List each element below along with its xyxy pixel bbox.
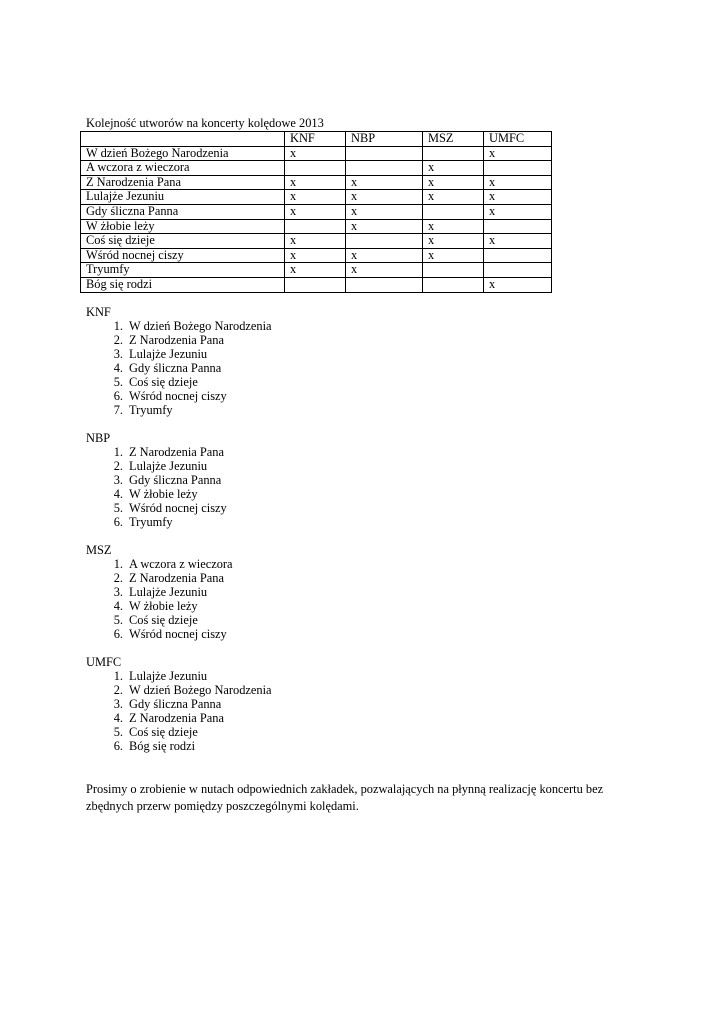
list-item <box>86 627 646 641</box>
song-title-cell: W żłobie leży <box>81 219 285 234</box>
item-title: W żłobie leży <box>129 599 198 613</box>
table-row <box>81 248 552 263</box>
item-title: Z Narodzenia Pana <box>129 333 224 347</box>
table-row <box>81 190 552 205</box>
mark-cell: x <box>285 263 346 278</box>
item-title: Gdy śliczna Panna <box>129 361 222 375</box>
concert-group <box>86 655 646 753</box>
item-number: 1. <box>113 669 123 683</box>
item-title: Wśród nocnej ciszy <box>129 389 227 403</box>
item-number: 5. <box>113 375 123 389</box>
song-title-cell: Gdy śliczna Panna <box>81 204 285 219</box>
mark-cell: x <box>484 146 552 161</box>
item-title: W dzień Bożego Narodzenia <box>129 319 272 333</box>
list-item <box>86 571 646 585</box>
list-item <box>86 375 646 389</box>
song-title-cell: Lulajże Jezuniu <box>81 190 285 205</box>
list-item <box>86 557 646 571</box>
table-header-cell: MSZ <box>423 132 484 147</box>
item-title: W dzień Bożego Narodzenia <box>129 683 272 697</box>
list-item <box>86 683 646 697</box>
item-title: Z Narodzenia Pana <box>129 445 224 459</box>
item-title: Tryumfy <box>129 515 173 529</box>
table-header-cell: KNF <box>285 132 346 147</box>
song-list <box>86 319 646 417</box>
mark-cell: x <box>346 175 423 190</box>
item-title: Lulajże Jezuniu <box>129 459 208 473</box>
song-title-cell: Z Narodzenia Pana <box>81 175 285 190</box>
song-title-cell: A wczora z wieczora <box>81 161 285 176</box>
table-row <box>81 175 552 190</box>
list-item <box>86 599 646 613</box>
mark-cell: x <box>285 146 346 161</box>
mark-cell: x <box>346 219 423 234</box>
mark-cell: x <box>285 175 346 190</box>
table-row <box>81 277 552 292</box>
mark-cell: x <box>346 190 423 205</box>
item-number: 5. <box>113 501 123 515</box>
concert-song-table <box>80 131 552 293</box>
table-header-cell: UMFC <box>484 132 552 147</box>
table-row <box>81 204 552 219</box>
concert-group <box>86 431 646 529</box>
item-title: Z Narodzenia Pana <box>129 711 224 725</box>
table-row <box>81 219 552 234</box>
table-header-corner <box>81 132 285 147</box>
list-item <box>86 515 646 529</box>
item-title: Coś się dzieje <box>129 375 198 389</box>
mark-cell <box>484 161 552 176</box>
table-row <box>81 161 552 176</box>
song-title-cell: Coś się dzieje <box>81 234 285 249</box>
mark-cell: x <box>285 248 346 263</box>
item-title: Lulajże Jezuniu <box>129 669 208 683</box>
song-title-cell: Tryumfy <box>81 263 285 278</box>
list-item <box>86 389 646 403</box>
mark-cell: x <box>285 190 346 205</box>
table-header-cell: NBP <box>346 132 423 147</box>
song-title-cell: W dzień Bożego Narodzenia <box>81 146 285 161</box>
item-title: Wśród nocnej ciszy <box>129 627 227 641</box>
item-number: 1. <box>113 319 123 333</box>
song-list <box>86 445 646 529</box>
list-item <box>86 445 646 459</box>
list-item <box>86 613 646 627</box>
item-number: 4. <box>113 487 123 501</box>
item-number: 2. <box>113 683 123 697</box>
item-title: Wśród nocnej ciszy <box>129 501 227 515</box>
mark-cell <box>346 234 423 249</box>
mark-cell <box>423 263 484 278</box>
item-number: 6. <box>113 389 123 403</box>
item-title: Gdy śliczna Panna <box>129 697 222 711</box>
mark-cell <box>423 277 484 292</box>
mark-cell <box>484 219 552 234</box>
item-number: 6. <box>113 627 123 641</box>
mark-cell: x <box>423 161 484 176</box>
item-number: 6. <box>113 515 123 529</box>
list-item <box>86 669 646 683</box>
table-row <box>81 263 552 278</box>
item-number: 4. <box>113 361 123 375</box>
mark-cell <box>423 146 484 161</box>
item-number: 3. <box>113 347 123 361</box>
mark-cell: x <box>423 219 484 234</box>
list-item <box>86 725 646 739</box>
mark-cell <box>346 146 423 161</box>
mark-cell: x <box>285 204 346 219</box>
mark-cell: x <box>484 175 552 190</box>
mark-cell <box>484 263 552 278</box>
list-item <box>86 739 646 753</box>
item-number: 7. <box>113 403 123 417</box>
item-number: 3. <box>113 473 123 487</box>
item-number: 1. <box>113 557 123 571</box>
item-number: 2. <box>113 333 123 347</box>
mark-cell: x <box>423 248 484 263</box>
mark-cell: x <box>423 190 484 205</box>
mark-cell: x <box>423 175 484 190</box>
group-title: KNF <box>86 305 111 319</box>
mark-cell: x <box>484 190 552 205</box>
concert-group <box>86 305 646 417</box>
concert-group <box>86 543 646 641</box>
item-number: 4. <box>113 711 123 725</box>
mark-cell: x <box>484 277 552 292</box>
item-title: Coś się dzieje <box>129 613 198 627</box>
mark-cell <box>285 277 346 292</box>
list-item <box>86 403 646 417</box>
list-item <box>86 347 646 361</box>
item-title: Tryumfy <box>129 403 173 417</box>
mark-cell <box>285 219 346 234</box>
item-title: Gdy śliczna Panna <box>129 473 222 487</box>
list-item <box>86 711 646 725</box>
song-list <box>86 557 646 641</box>
group-title: UMFC <box>86 655 122 669</box>
item-title: Lulajże Jezuniu <box>129 585 208 599</box>
item-number: 3. <box>113 585 123 599</box>
item-number: 2. <box>113 571 123 585</box>
list-item <box>86 459 646 473</box>
list-item <box>86 501 646 515</box>
song-title-cell: Bóg się rodzi <box>81 277 285 292</box>
mark-cell <box>346 277 423 292</box>
item-number: 1. <box>113 445 123 459</box>
item-title: Z Narodzenia Pana <box>129 571 224 585</box>
mark-cell: x <box>423 234 484 249</box>
list-item <box>86 319 646 333</box>
group-title: NBP <box>86 431 111 445</box>
item-title: Bóg się rodzi <box>129 739 196 753</box>
list-item <box>86 333 646 347</box>
item-title: Coś się dzieje <box>129 725 198 739</box>
list-item <box>86 585 646 599</box>
mark-cell <box>285 161 346 176</box>
item-title: A wczora z wieczora <box>129 557 233 571</box>
mark-cell: x <box>484 204 552 219</box>
concert-lists <box>86 305 646 767</box>
mark-cell: x <box>346 263 423 278</box>
table-row <box>81 234 552 249</box>
mark-cell <box>484 248 552 263</box>
song-title-cell: Wśród nocnej ciszy <box>81 248 285 263</box>
item-title: W żłobie leży <box>129 487 198 501</box>
list-item <box>86 473 646 487</box>
group-title: MSZ <box>86 543 112 557</box>
table-header-row <box>81 132 552 147</box>
footer-note: Prosimy o zrobienie w nutach odpowiednich zakładek, pozwalających na płynną realizację koncertu bez zbędnych przerw pomiędzy poszczególnymi kolędami. <box>86 782 604 813</box>
mark-cell <box>346 161 423 176</box>
mark-cell: x <box>346 204 423 219</box>
item-number: 6. <box>113 739 123 753</box>
document-title: Kolejność utworów na koncerty kolędowe 2013 <box>86 116 324 130</box>
item-title: Lulajże Jezuniu <box>129 347 208 361</box>
item-number: 4. <box>113 599 123 613</box>
list-item <box>86 361 646 375</box>
item-number: 2. <box>113 459 123 473</box>
table-row <box>81 146 552 161</box>
item-number: 5. <box>113 613 123 627</box>
mark-cell: x <box>346 248 423 263</box>
item-number: 3. <box>113 697 123 711</box>
mark-cell <box>423 204 484 219</box>
mark-cell: x <box>484 234 552 249</box>
item-number: 5. <box>113 725 123 739</box>
mark-cell: x <box>285 234 346 249</box>
song-list <box>86 669 646 753</box>
list-item <box>86 697 646 711</box>
list-item <box>86 487 646 501</box>
